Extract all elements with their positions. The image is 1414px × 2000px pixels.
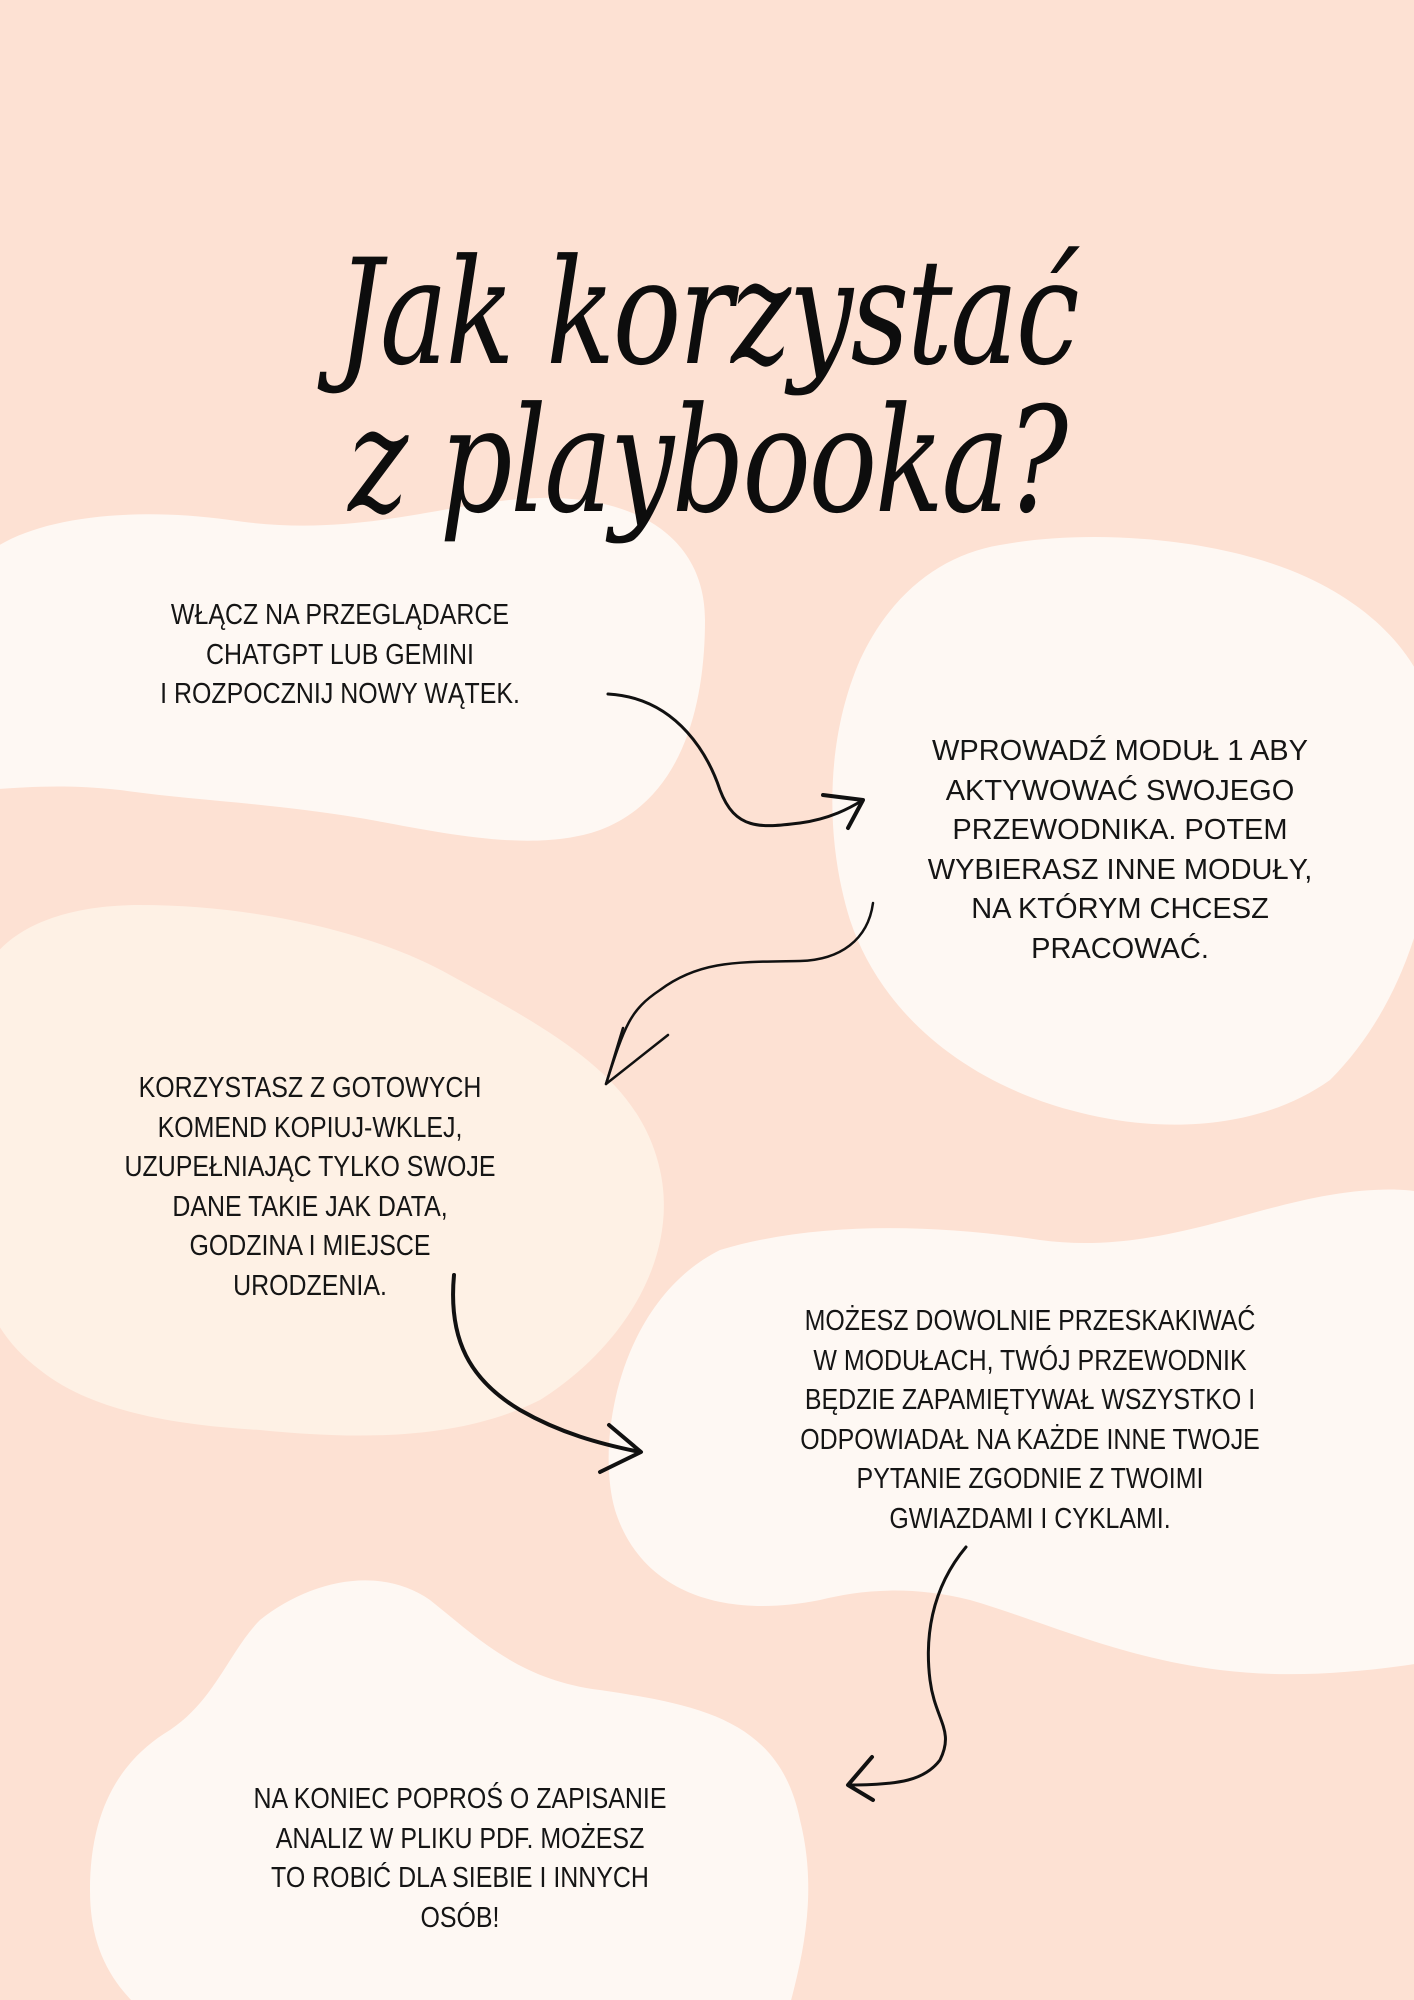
step-2-line-4: WYBIERASZ INNE MODUŁY, bbox=[927, 853, 1313, 886]
step-3-line-5: GODZINA I MIEJSCE bbox=[189, 1230, 431, 1262]
step-5-line-1: NA KONIEC POPROŚ O ZAPISANIE bbox=[253, 1783, 667, 1815]
step-1-line-3: I ROZPOCZNIJ NOWY WĄTEK. bbox=[160, 678, 520, 710]
step-5-line-4: OSÓB! bbox=[420, 1901, 500, 1934]
step-2-text bbox=[880, 732, 1360, 969]
step-2-line-1: WPROWADŹ MODUŁ 1 ABY bbox=[932, 735, 1308, 767]
step-3-line-3: UZUPEŁNIAJĄC TYLKO SWOJE bbox=[124, 1151, 496, 1183]
step-2-line-5: NA KTÓRYM CHCESZ bbox=[971, 893, 1269, 925]
step-3-text bbox=[60, 1069, 560, 1306]
step-5-line-2: ANALIZ W PLIKU PDF. MOŻESZ bbox=[275, 1822, 645, 1855]
step-4-line-5: PYTANIE ZGODNIE Z TWOIMI bbox=[856, 1463, 1204, 1495]
step-4-line-1: MOŻESZ DOWOLNIE PRZESKAKIWAĆ bbox=[804, 1305, 1256, 1337]
step-1-line-2: CHATGPT LUB GEMINI bbox=[206, 638, 474, 671]
step-4-line-3: BĘDZIE ZAPAMIĘTYWAŁ WSZYSTKO I bbox=[804, 1384, 1256, 1416]
step-2-line-6: PRACOWAĆ. bbox=[1031, 932, 1209, 965]
step-5-line-3: TO ROBIĆ DLA SIEBIE I INNYCH bbox=[271, 1862, 649, 1894]
step-3-line-1: KORZYSTASZ Z GOTOWYCH bbox=[138, 1072, 482, 1104]
arrow-step2-to-step3-icon bbox=[606, 903, 873, 1084]
step-5-text bbox=[180, 1780, 740, 1938]
step-3-line-4: DANE TAKIE JAK DATA, bbox=[172, 1190, 448, 1223]
step-3-line-6: URODZENIA. bbox=[233, 1269, 387, 1302]
step-1-text bbox=[80, 596, 600, 715]
step-1-line-1: WŁĄCZ NA PRZEGLĄDARCE bbox=[170, 599, 510, 631]
step-4-line-2: W MODUŁACH, TWÓJ PRZEWODNIK bbox=[813, 1344, 1247, 1377]
step-2-line-2: AKTYWOWAĆ SWOJEGO bbox=[945, 774, 1295, 807]
step-4-line-4: ODPOWIADAŁ NA KAŻDE INNE TWOJE bbox=[800, 1423, 1260, 1456]
step-3-line-2: KOMEND KOPIUJ-WKLEJ, bbox=[157, 1111, 463, 1144]
page-title-line-2: z playbooka? bbox=[348, 375, 1066, 546]
step-2-line-3: PRZEWODNIKA. POTEM bbox=[952, 814, 1288, 846]
step-4-text bbox=[720, 1302, 1340, 1539]
page-title-line-1: Jak korzystać bbox=[336, 227, 1078, 398]
step-4-line-6: GWIAZDAMI I CYKLAMI. bbox=[889, 1502, 1171, 1535]
